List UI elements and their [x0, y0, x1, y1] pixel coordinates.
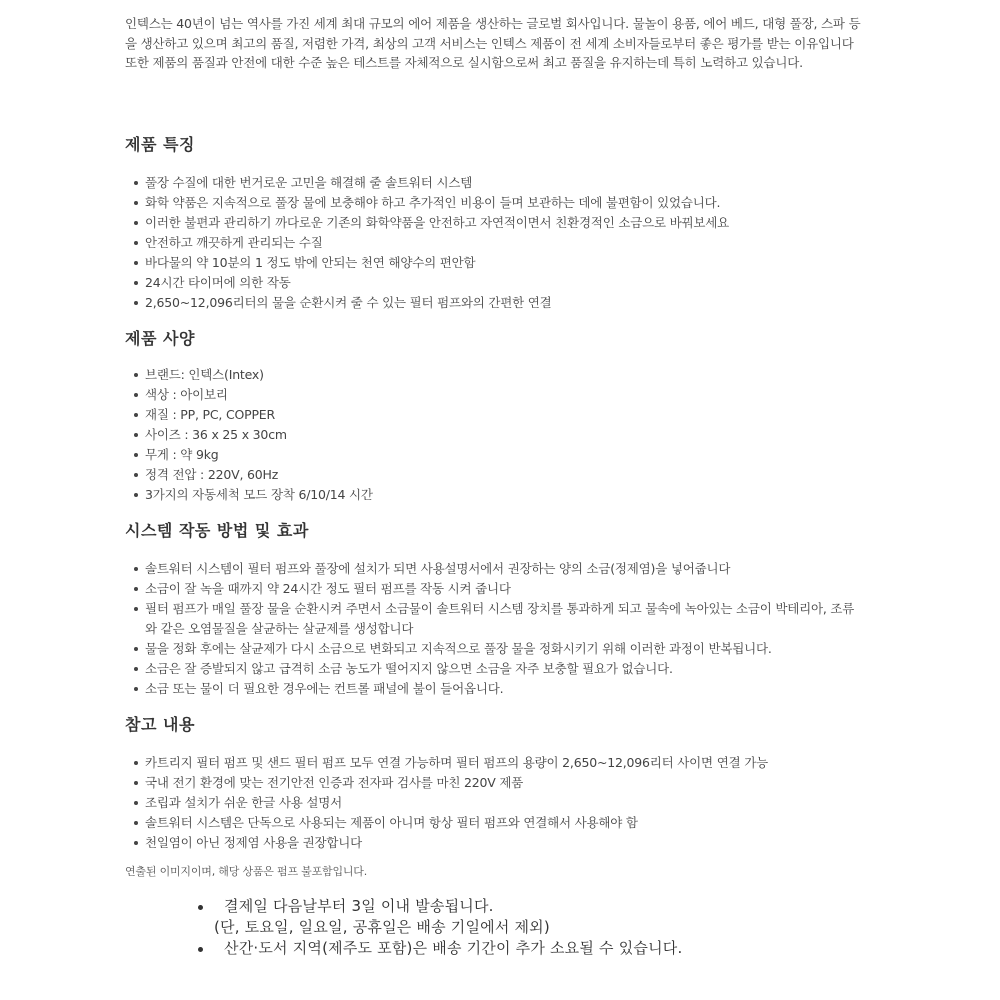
features-title: 제품 특징	[125, 135, 195, 154]
list-item: 사이즈 : 36 x 25 x 30cm	[145, 425, 865, 445]
list-item: 천일염이 아닌 정제염 사용을 권장합니다	[145, 833, 865, 853]
notes-title: 참고 내용	[125, 715, 195, 734]
shipping-item	[224, 938, 836, 959]
specs-section	[125, 326, 865, 505]
specs-list	[125, 365, 865, 505]
shipping-line-1: 결제일 다음날부터 3일 이내 발송됩니다.	[224, 897, 494, 915]
shipping-line-1-sub: (단, 토요일, 일요일, 공휴일은 배송 기일에서 제외)	[214, 918, 550, 936]
shipping-item	[214, 896, 836, 938]
intro-paragraph: 인텍스는 40년이 넘는 역사를 가진 세계 최대 규모의 에어 제품을 생산하는 글로벌 회사입니다. 물놀이 용품, 에어 베드, 대형 풀장, 스파 등을 생산하고 있으며 최고의 품질, 저렴한 가격, 최상의 고객 서비스는 인텍스 제품이 전 세계 소비자들로부터 좋은 평가를 받는 이유입니다 또한 제품의 품질과 안전에 대한 수준 높은 테스트를 자체적으로 실시함으로써 최고 품질을 유지하는데 특히 노력하고 있습니다.	[125, 16, 861, 70]
image-note: 연출된 이미지이며, 해당 상품은 펌프 불포함입니다.	[125, 865, 368, 878]
features-list	[125, 173, 865, 313]
list-item: 2,650~12,096리터의 물을 순환시켜 줄 수 있는 필터 펌프와의 간편한 연결	[145, 293, 865, 313]
list-item: 바다물의 약 10분의 1 정도 밖에 안되는 천연 해양수의 편안함	[145, 253, 865, 273]
shipping-line-2: 산간·도서 지역(제주도 포함)은 배송 기간이 추가 소요될 수 있습니다.	[224, 939, 683, 957]
list-item: 풀장 수질에 대한 번거로운 고민을 해결해 줄 솔트워터 시스템	[145, 173, 865, 193]
operation-section	[125, 518, 865, 699]
shipping-list	[196, 896, 836, 959]
shipping-info	[196, 896, 836, 959]
list-item: 솔트워터 시스템이 필터 펌프와 풀장에 설치가 되면 사용설명서에서 권장하는 양의 소금(정제염)을 넣어줍니다	[145, 559, 865, 579]
list-item: 국내 전기 환경에 맞는 전기안전 인증과 전자파 검사를 마친 220V 제품	[145, 773, 865, 793]
notes-list	[125, 753, 865, 853]
list-item: 소금 또는 물이 더 필요한 경우에는 컨트롤 패널에 불이 들어옵니다.	[145, 679, 865, 699]
list-item: 솔트워터 시스템은 단독으로 사용되는 제품이 아니며 항상 필터 펌프와 연결해서 사용해야 함	[145, 813, 865, 833]
list-item: 무게 : 약 9kg	[145, 445, 865, 465]
list-item: 화학 약품은 지속적으로 풀장 물에 보충해야 하고 추가적인 비용이 들며 보관하는 데에 불편함이 있었습니다.	[145, 193, 865, 213]
list-item: 이러한 불편과 관리하기 까다로운 기존의 화학약품을 안전하고 자연적이면서 친환경적인 소금으로 바꿔보세요	[145, 213, 865, 233]
list-item: 24시간 타이머에 의한 작동	[145, 273, 865, 293]
list-item: 카트리지 필터 펌프 및 샌드 필터 펌프 모두 연결 가능하며 필터 펌프의 용량이 2,650~12,096리터 사이면 연결 가능	[145, 753, 865, 773]
list-item: 소금은 잘 증발되지 않고 급격히 소금 농도가 떨어지지 않으면 소금을 자주 보충할 필요가 없습니다.	[145, 659, 865, 679]
product-description	[125, 0, 865, 878]
list-item: 소금이 잘 녹을 때까지 약 24시간 정도 필터 펌프를 작동 시켜 줍니다	[145, 579, 865, 599]
list-item: 필터 펌프가 매일 풀장 물을 순환시켜 주면서 소금물이 솔트워터 시스템 장치를 통과하게 되고 물속에 녹아있는 소금이 박테리아, 조류와 같은 오염물질을 살균하는 살균제를 생성합니다	[145, 599, 865, 639]
specs-title: 제품 사양	[125, 329, 195, 348]
list-item: 안전하고 깨끗하게 관리되는 수질	[145, 233, 865, 253]
operation-list	[125, 559, 865, 699]
list-item: 조립과 설치가 쉬운 한글 사용 설명서	[145, 793, 865, 813]
notes-section	[125, 712, 865, 879]
list-item: 3가지의 자동세척 모드 장착 6/10/14 시간	[145, 485, 865, 505]
list-item: 재질 : PP, PC, COPPER	[145, 405, 865, 425]
list-item: 색상 : 아이보리	[145, 385, 865, 405]
list-item: 브랜드: 인텍스(Intex)	[145, 365, 865, 385]
operation-title: 시스템 작동 방법 및 효과	[125, 521, 309, 540]
features-section	[125, 132, 865, 313]
list-item: 물을 정화 후에는 살균제가 다시 소금으로 변화되고 지속적으로 풀장 물을 정화시키기 위해 이러한 과정이 반복됩니다.	[145, 639, 865, 659]
list-item: 정격 전압 : 220V, 60Hz	[145, 465, 865, 485]
